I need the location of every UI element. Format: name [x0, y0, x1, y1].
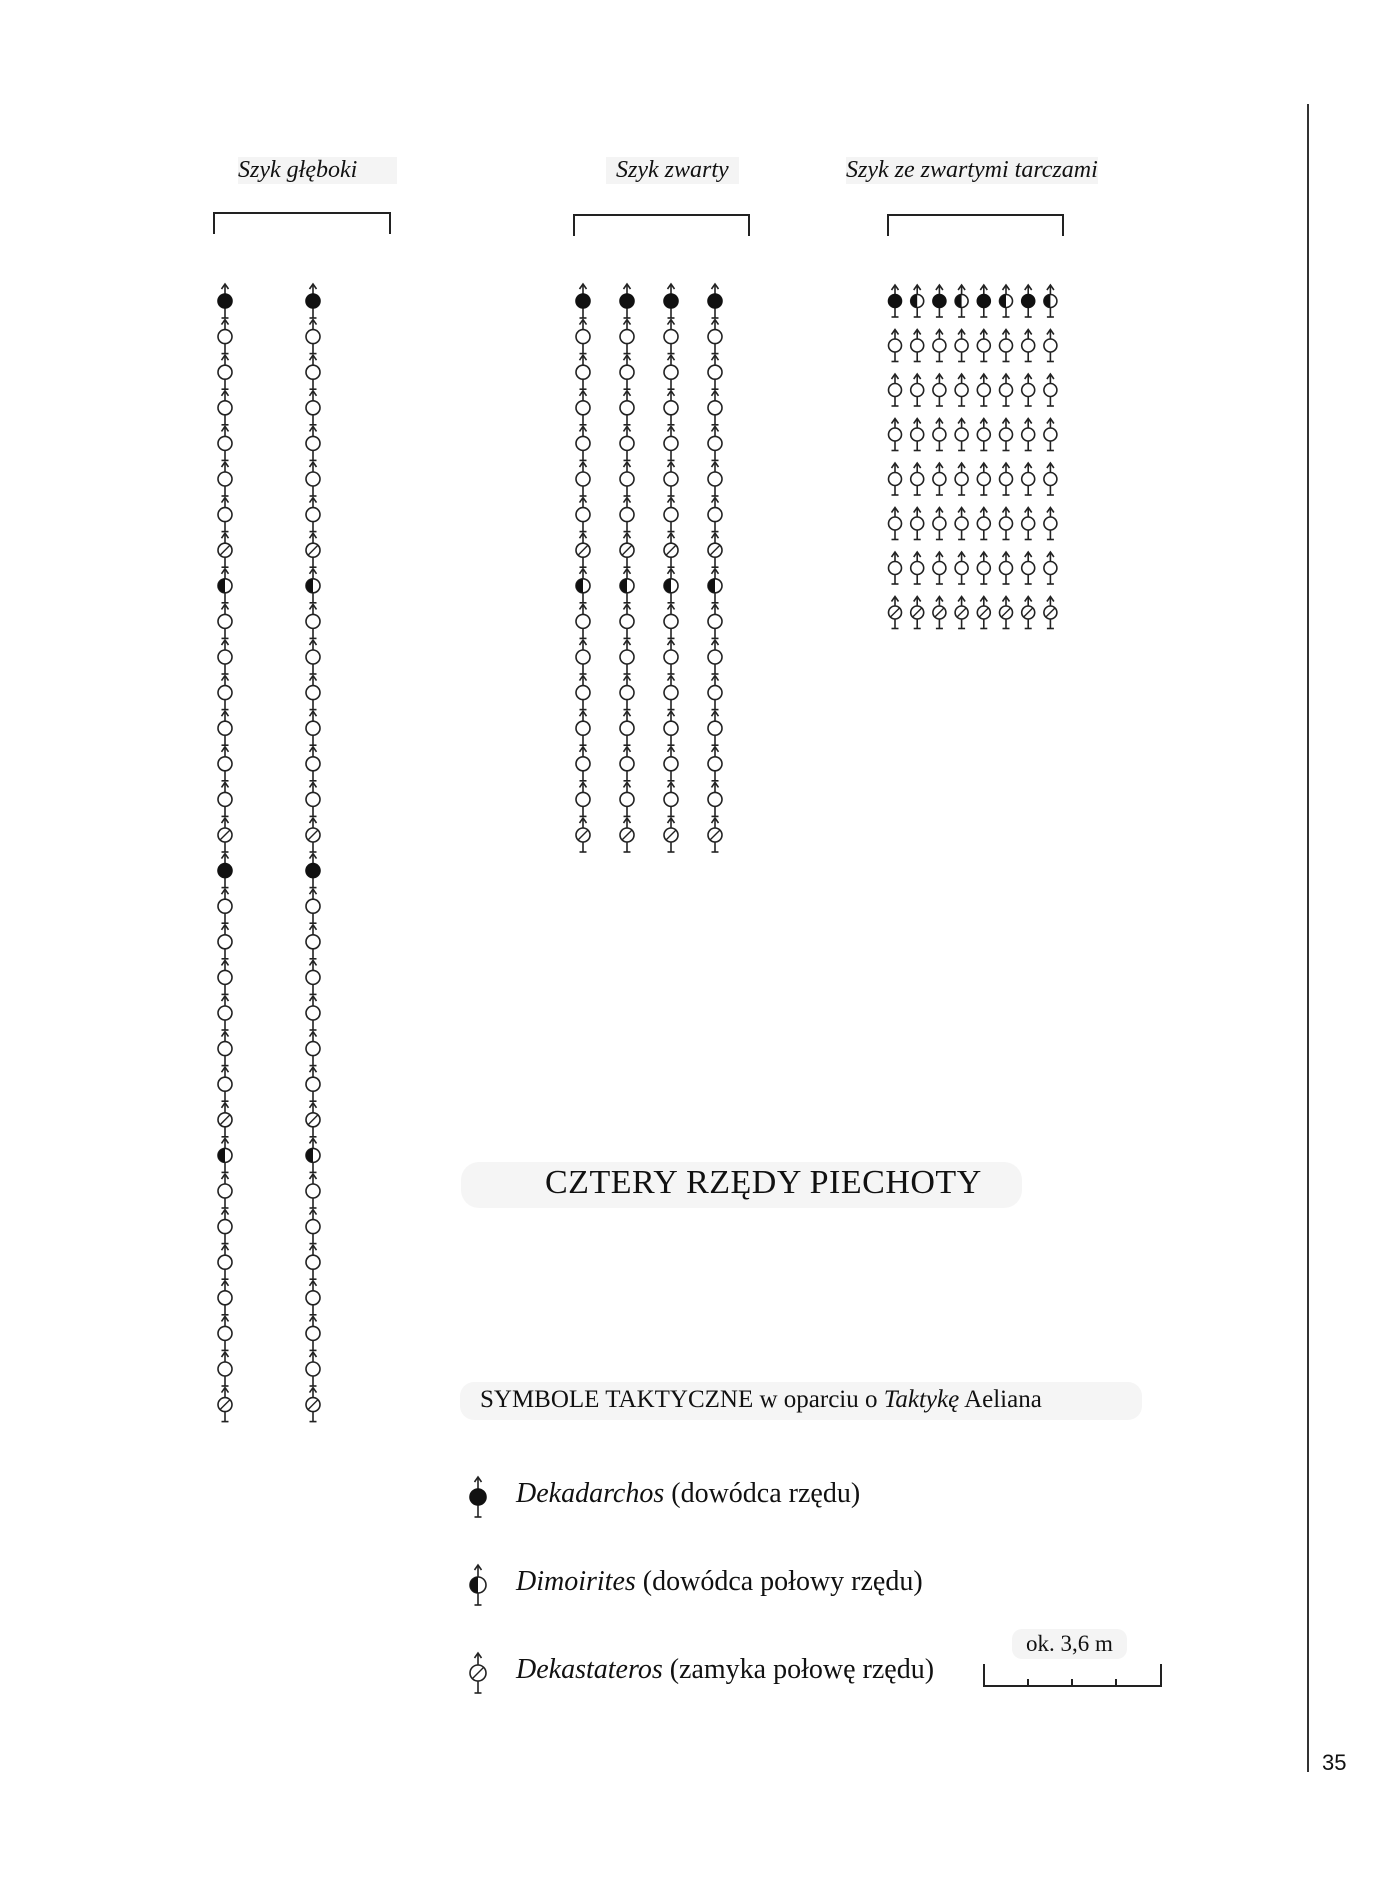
legend-symbol: [470, 1653, 486, 1693]
soldier-shields: [889, 419, 902, 451]
soldier-shields: [889, 597, 902, 629]
soldier-deep: [218, 1281, 232, 1315]
soldier-close: [620, 640, 634, 674]
soldier-shields: [889, 285, 902, 317]
dimoirites-icon: [463, 1562, 493, 1608]
soldier-close: [576, 391, 590, 425]
soldier-shields: [1000, 419, 1013, 451]
soldier-shields: [1044, 552, 1057, 584]
soldier-shields: [1000, 597, 1013, 629]
soldier-shields: [1022, 285, 1035, 317]
soldier-shields: [1022, 552, 1035, 584]
soldier-deep: [306, 782, 320, 816]
soldier-close: [664, 569, 678, 603]
legend-item-dimoirites: [516, 1566, 923, 1598]
soldier-close: [708, 818, 722, 852]
soldier-deep: [218, 676, 232, 710]
soldier-close: [620, 462, 634, 496]
soldier-deep: [306, 604, 320, 638]
soldier-shields: [977, 285, 990, 317]
soldier-shields: [1000, 463, 1013, 495]
soldier-close: [576, 426, 590, 460]
soldier-shields: [977, 374, 990, 406]
soldier-shields: [1022, 463, 1035, 495]
soldier-close: [708, 711, 722, 745]
soldier-shields: [955, 597, 968, 629]
soldier-shields: [911, 552, 924, 584]
soldier-close: [664, 426, 678, 460]
soldier-close: [708, 604, 722, 638]
soldier-deep: [306, 391, 320, 425]
soldier-shields: [955, 463, 968, 495]
soldier-close: [576, 462, 590, 496]
soldier-shields: [1000, 508, 1013, 540]
soldier-shields: [977, 419, 990, 451]
soldier-deep: [218, 498, 232, 532]
soldier-shields: [1022, 508, 1035, 540]
soldier-deep: [218, 1352, 232, 1386]
soldier-deep: [218, 889, 232, 923]
soldier-deep: [218, 925, 232, 959]
soldier-shields: [1044, 597, 1057, 629]
soldier-deep: [218, 818, 232, 852]
soldier-shields: [1044, 374, 1057, 406]
soldier-shields: [955, 285, 968, 317]
soldier-deep: [218, 569, 232, 603]
soldier-shields: [1000, 285, 1013, 317]
soldier-deep: [218, 854, 232, 888]
soldier-deep: [306, 854, 320, 888]
soldier-shields: [955, 508, 968, 540]
soldier-close: [620, 498, 634, 532]
soldier-deep: [306, 1245, 320, 1279]
soldier-shields: [1000, 330, 1013, 362]
soldier-deep: [306, 1138, 320, 1172]
soldier-shields: [933, 285, 946, 317]
symbols-heading-post: Aeliana: [959, 1386, 1042, 1413]
soldier-close: [664, 818, 678, 852]
formation-label-close: Szyk zwarty: [606, 157, 739, 184]
soldier-close: [664, 711, 678, 745]
soldier-deep: [218, 1316, 232, 1350]
scale-bar: [980, 1660, 1170, 1690]
soldier-close: [708, 533, 722, 567]
soldier-deep: [306, 747, 320, 781]
soldier-deep: [218, 1174, 232, 1208]
soldier-deep: [218, 960, 232, 994]
soldier-deep: [218, 426, 232, 460]
soldier-close: [664, 533, 678, 567]
page-number: 35: [1322, 1750, 1347, 1775]
soldier-close: [664, 640, 678, 674]
soldier-deep: [218, 1138, 232, 1172]
soldier-shields: [933, 508, 946, 540]
soldier-close: [576, 498, 590, 532]
soldier-shields: [911, 597, 924, 629]
legend-symbol: [470, 1565, 486, 1605]
soldier-close: [576, 569, 590, 603]
soldier-shields: [1022, 330, 1035, 362]
soldier-deep: [306, 569, 320, 603]
diagram-title: CZTERY RZĘDY PIECHOTY: [461, 1162, 1022, 1208]
soldier-close: [620, 818, 634, 852]
soldier-close: [620, 426, 634, 460]
soldier-deep: [306, 889, 320, 923]
soldier-close: [664, 284, 678, 318]
scale-label: ok. 3,6 m: [1012, 1629, 1127, 1659]
soldier-shields: [1044, 463, 1057, 495]
soldier-deep: [218, 284, 232, 318]
soldier-deep: [218, 533, 232, 567]
soldier-deep: [306, 462, 320, 496]
soldier-deep: [218, 747, 232, 781]
soldier-deep: [218, 711, 232, 745]
soldier-shields: [977, 508, 990, 540]
soldier-shields: [977, 463, 990, 495]
soldier-deep: [306, 355, 320, 389]
soldier-shields: [1044, 419, 1057, 451]
soldier-shields: [977, 597, 990, 629]
soldier-close: [576, 320, 590, 354]
soldier-close: [664, 498, 678, 532]
soldier-close: [708, 355, 722, 389]
soldier-shields: [1044, 508, 1057, 540]
soldier-shields: [933, 374, 946, 406]
soldier-close: [708, 747, 722, 781]
soldier-shields: [933, 552, 946, 584]
soldier-close: [708, 426, 722, 460]
symbols-heading-italic: Taktykę: [883, 1386, 960, 1413]
soldier-close: [576, 676, 590, 710]
soldier-deep: [306, 1103, 320, 1137]
soldier-close: [708, 320, 722, 354]
soldier-deep: [306, 533, 320, 567]
soldier-close: [620, 355, 634, 389]
soldier-close: [620, 711, 634, 745]
soldier-deep: [306, 498, 320, 532]
soldier-shields: [1000, 374, 1013, 406]
soldier-deep: [306, 426, 320, 460]
legend-name-dekastateros: Dekastateros: [516, 1654, 663, 1685]
soldier-shields: [933, 419, 946, 451]
soldier-deep: [218, 355, 232, 389]
soldier-deep: [218, 640, 232, 674]
soldier-deep: [218, 1032, 232, 1066]
soldier-shields: [911, 419, 924, 451]
soldier-shields: [933, 330, 946, 362]
soldier-close: [708, 462, 722, 496]
soldier-close: [576, 355, 590, 389]
soldier-close: [576, 640, 590, 674]
soldier-deep: [218, 1245, 232, 1279]
soldier-shields: [889, 330, 902, 362]
soldier-close: [708, 676, 722, 710]
soldier-shields: [889, 552, 902, 584]
soldier-shields: [1022, 597, 1035, 629]
margin-rule: [1307, 104, 1309, 1772]
legend-name-dimoirites: Dimoirites: [516, 1566, 636, 1597]
soldier-shields: [955, 330, 968, 362]
soldier-deep: [218, 1103, 232, 1137]
soldier-deep: [218, 996, 232, 1030]
soldier-deep: [306, 1388, 320, 1422]
soldier-shields: [977, 330, 990, 362]
legend-desc-dekadarchos: (dowódca rzędu): [664, 1478, 861, 1509]
soldier-shields: [911, 374, 924, 406]
soldier-close: [664, 782, 678, 816]
soldier-close: [576, 818, 590, 852]
soldier-close: [620, 569, 634, 603]
soldier-deep: [306, 996, 320, 1030]
soldier-close: [664, 355, 678, 389]
soldier-deep: [218, 1388, 232, 1422]
soldier-deep: [306, 284, 320, 318]
legend-item-dekastateros: [516, 1654, 934, 1686]
soldier-close: [664, 676, 678, 710]
soldier-shields: [1000, 552, 1013, 584]
soldier-deep: [218, 391, 232, 425]
soldier-close: [664, 391, 678, 425]
soldier-close: [664, 604, 678, 638]
soldier-close: [664, 747, 678, 781]
soldier-close: [664, 462, 678, 496]
soldier-close: [620, 782, 634, 816]
soldier-close: [620, 284, 634, 318]
soldier-close: [708, 284, 722, 318]
soldier-deep: [306, 925, 320, 959]
soldier-deep: [306, 711, 320, 745]
soldier-deep: [306, 1210, 320, 1244]
dekastateros-icon: [463, 1650, 493, 1696]
soldier-close: [620, 604, 634, 638]
soldier-shields: [911, 285, 924, 317]
formation-label-shields: Szyk ze zwartymi tarczami: [846, 157, 1098, 183]
soldier-close: [664, 320, 678, 354]
soldier-deep: [306, 1174, 320, 1208]
soldier-close: [708, 782, 722, 816]
soldier-deep: [306, 1032, 320, 1066]
soldier-shields: [911, 330, 924, 362]
soldier-deep: [306, 1067, 320, 1101]
soldier-shields: [933, 463, 946, 495]
soldier-close: [708, 640, 722, 674]
soldier-shields: [955, 419, 968, 451]
soldier-deep: [218, 1210, 232, 1244]
soldier-close: [576, 782, 590, 816]
soldier-close: [620, 391, 634, 425]
soldier-close: [620, 747, 634, 781]
formation-label-deep: Szyk głęboki: [238, 157, 397, 184]
legend-item-dekadarchos: [516, 1478, 860, 1510]
soldier-close: [708, 498, 722, 532]
soldier-deep: [218, 462, 232, 496]
soldier-deep: [218, 1067, 232, 1101]
legend-name-dekadarchos: Dekadarchos: [516, 1478, 665, 1509]
soldier-shields: [911, 463, 924, 495]
soldier-shields: [955, 552, 968, 584]
soldier-close: [620, 533, 634, 567]
soldier-shields: [911, 508, 924, 540]
soldier-close: [576, 284, 590, 318]
soldier-shields: [933, 597, 946, 629]
legend-desc-dekastateros: (zamyka połowę rzędu): [662, 1654, 935, 1685]
soldier-shields: [1044, 330, 1057, 362]
soldier-deep: [218, 604, 232, 638]
soldier-shields: [955, 374, 968, 406]
soldier-shields: [1022, 419, 1035, 451]
soldier-close: [576, 747, 590, 781]
soldier-close: [576, 711, 590, 745]
soldier-close: [620, 320, 634, 354]
soldier-shields: [889, 463, 902, 495]
soldier-shields: [889, 374, 902, 406]
soldier-deep: [306, 1352, 320, 1386]
legend-symbol: [470, 1477, 486, 1517]
soldier-shields: [889, 508, 902, 540]
soldier-shields: [1044, 285, 1057, 317]
symbols-heading-text: SYMBOLE TAKTYCZNE w oparciu o: [480, 1386, 884, 1413]
soldier-deep: [306, 640, 320, 674]
dekadarchos-icon: [463, 1474, 493, 1520]
soldier-close: [620, 676, 634, 710]
soldier-shields: [1022, 374, 1035, 406]
soldier-deep: [306, 676, 320, 710]
soldier-deep: [306, 320, 320, 354]
soldier-deep: [306, 1281, 320, 1315]
soldier-deep: [306, 1316, 320, 1350]
soldier-deep: [218, 782, 232, 816]
soldier-deep: [306, 960, 320, 994]
soldier-close: [576, 604, 590, 638]
symbols-heading: [460, 1382, 1142, 1420]
soldier-close: [576, 533, 590, 567]
soldier-shields: [977, 552, 990, 584]
soldier-close: [708, 391, 722, 425]
legend-desc-dimoirites: (dowódca połowy rzędu): [635, 1566, 923, 1597]
soldier-deep: [218, 320, 232, 354]
soldier-deep: [306, 818, 320, 852]
soldier-close: [708, 569, 722, 603]
